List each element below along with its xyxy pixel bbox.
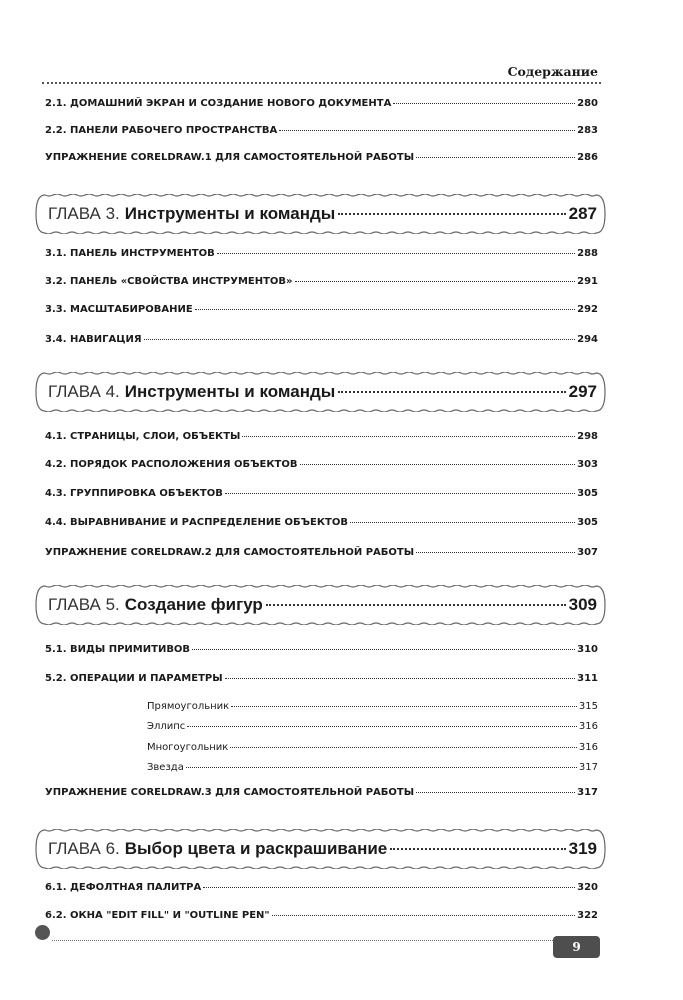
dot-leader xyxy=(300,464,576,465)
toc-entry-label: 3.2. ПАНЕЛЬ «СВОЙСТВА ИНСТРУМЕНТОВ» xyxy=(45,276,293,287)
toc-entry-page-number: 316 xyxy=(578,721,598,732)
dot-leader xyxy=(192,649,575,650)
toc-entry[interactable] xyxy=(45,488,598,499)
header-dotted-rule xyxy=(42,82,601,84)
toc-entry-page-number: 322 xyxy=(577,910,598,921)
toc-entry[interactable] xyxy=(45,304,598,315)
dot-leader xyxy=(416,552,575,553)
toc-entry[interactable] xyxy=(45,517,598,528)
toc-entry-page-number: 305 xyxy=(577,517,598,528)
chapter-row xyxy=(48,839,597,859)
dot-leader xyxy=(144,339,576,340)
toc-entry-page-number: 315 xyxy=(578,701,598,712)
toc-entry-page-number: 307 xyxy=(577,547,598,558)
chapter-number: ГЛАВА 5. xyxy=(48,595,120,614)
chapter-heading[interactable] xyxy=(35,194,606,234)
toc-entry-page-number: 317 xyxy=(578,762,598,773)
toc-entry-label: УПРАЖНЕНИЕ CORELDRAW.2 ДЛЯ САМОСТОЯТЕЛЬНОЙ РАБОТЫ xyxy=(45,547,415,558)
chapter-row xyxy=(48,382,597,402)
toc-entry-label: 3.1. ПАНЕЛЬ ИНСТРУМЕНТОВ xyxy=(45,248,215,259)
chapter-title: Создание фигур xyxy=(124,595,263,614)
dot-leader xyxy=(225,493,575,494)
toc-entry[interactable] xyxy=(45,152,598,163)
dot-leader xyxy=(416,157,575,158)
chapter-page-number: 297 xyxy=(568,382,597,401)
chapter-row xyxy=(48,204,597,224)
toc-entry-label: 2.1. ДОМАШНИЙ ЭКРАН И СОЗДАНИЕ НОВОГО ДОКУМЕНТА xyxy=(45,98,392,109)
toc-entry-label: УПРАЖНЕНИЕ CORELDRAW.3 ДЛЯ САМОСТОЯТЕЛЬНОЙ РАБОТЫ xyxy=(45,787,415,798)
dot-leader xyxy=(279,130,575,131)
toc-entry-label: 6.2. ОКНА "EDIT FILL" И "OUTLINE PEN" xyxy=(45,910,270,921)
dot-leader xyxy=(266,604,566,606)
toc-subentry[interactable] xyxy=(147,742,598,753)
dot-leader xyxy=(195,309,575,310)
toc-entry-label: 3.3. МАСШТАБИРОВАНИЕ xyxy=(45,304,193,315)
dot-leader xyxy=(186,767,577,768)
toc-entry-page-number: 298 xyxy=(577,431,598,442)
toc-entry[interactable] xyxy=(45,673,598,684)
toc-entry-page-number: 310 xyxy=(577,644,598,655)
toc-entry-page-number: 320 xyxy=(577,882,598,893)
toc-entry[interactable] xyxy=(45,334,598,345)
dot-leader xyxy=(230,747,577,748)
running-header-title: Содержание xyxy=(507,64,598,79)
toc-entry-label: 4.4. ВЫРАВНИВАНИЕ И РАСПРЕДЕЛЕНИЕ ОБЪЕКТОВ xyxy=(45,517,348,528)
toc-entry-page-number: 286 xyxy=(577,152,598,163)
toc-entry-page-number: 291 xyxy=(577,276,598,287)
toc-entry[interactable] xyxy=(45,644,598,655)
toc-entry-label: 4.2. ПОРЯДОК РАСПОЛОЖЕНИЯ ОБЪЕКТОВ xyxy=(45,459,298,470)
chapter-title: Инструменты и команды xyxy=(124,382,336,401)
toc-entry[interactable] xyxy=(45,276,598,287)
dot-leader xyxy=(390,848,565,850)
toc-subentry[interactable] xyxy=(147,701,598,712)
toc-entry[interactable] xyxy=(45,882,598,893)
toc-entry-page-number: 303 xyxy=(577,459,598,470)
toc-entry[interactable] xyxy=(45,248,598,259)
toc-entry-page-number: 305 xyxy=(577,488,598,499)
toc-entry-label: УПРАЖНЕНИЕ CORELDRAW.1 ДЛЯ САМОСТОЯТЕЛЬНОЙ РАБОТЫ xyxy=(45,152,415,163)
chapter-page-number: 319 xyxy=(568,839,597,858)
toc-entry-page-number: 294 xyxy=(577,334,598,345)
toc-entry-page-number: 317 xyxy=(577,787,598,798)
toc-entry-page-number: 292 xyxy=(577,304,598,315)
chapter-title: Выбор цвета и раскрашивание xyxy=(124,839,388,858)
toc-entry-page-number: 283 xyxy=(577,125,598,136)
dot-leader xyxy=(350,522,575,523)
toc-entry[interactable] xyxy=(45,431,598,442)
chapter-row xyxy=(48,595,597,615)
chapter-page-number: 287 xyxy=(568,204,597,223)
toc-entry-label: 3.4. НАВИГАЦИЯ xyxy=(45,334,142,345)
chapter-heading[interactable] xyxy=(35,829,606,869)
footer-dotted-rule xyxy=(52,940,553,941)
page-number-badge: 9 xyxy=(553,936,600,958)
dot-leader xyxy=(393,103,575,104)
dot-leader xyxy=(338,213,565,215)
toc-entry[interactable] xyxy=(45,787,598,798)
dot-leader xyxy=(225,678,576,679)
toc-entry-label: 5.1. ВИДЫ ПРИМИТИВОВ xyxy=(45,644,191,655)
dot-leader xyxy=(338,391,565,393)
toc-entry[interactable] xyxy=(45,459,598,470)
toc-entry-label: 5.2. ОПЕРАЦИИ И ПАРАМЕТРЫ xyxy=(45,673,223,684)
toc-entry-label: Прямоугольник xyxy=(147,701,230,712)
toc-entry-label: Эллипс xyxy=(147,721,186,732)
chapter-title: Инструменты и команды xyxy=(124,204,336,223)
toc-entry-label: Многоугольник xyxy=(147,742,229,753)
toc-entry-page-number: 280 xyxy=(577,98,598,109)
toc-entry[interactable] xyxy=(45,547,598,558)
toc-entry[interactable] xyxy=(45,125,598,136)
dot-leader xyxy=(231,706,577,707)
dot-leader xyxy=(295,281,576,282)
toc-entry-page-number: 316 xyxy=(578,742,598,753)
footer-bullet-dot xyxy=(35,925,50,940)
chapter-heading[interactable] xyxy=(35,585,606,625)
toc-entry-label: 4.1. СТРАНИЦЫ, СЛОИ, ОБЪЕКТЫ xyxy=(45,431,241,442)
toc-entry[interactable] xyxy=(45,98,598,109)
toc-entry-page-number: 311 xyxy=(577,673,598,684)
dot-leader xyxy=(416,792,575,793)
toc-entry-label: 4.3. ГРУППИРОВКА ОБЪЕКТОВ xyxy=(45,488,223,499)
toc-subentry[interactable] xyxy=(147,762,598,773)
dot-leader xyxy=(187,726,577,727)
toc-entry[interactable] xyxy=(45,910,598,921)
toc-entry-page-number: 288 xyxy=(577,248,598,259)
dot-leader xyxy=(272,915,575,916)
chapter-heading[interactable] xyxy=(35,372,606,412)
chapter-number: ГЛАВА 4. xyxy=(48,382,120,401)
dot-leader xyxy=(203,887,575,888)
dot-leader xyxy=(217,253,575,254)
dot-leader xyxy=(242,436,575,437)
toc-entry-label: 6.1. ДЕФОЛТНАЯ ПАЛИТРА xyxy=(45,882,202,893)
toc-entry-label: 2.2. ПАНЕЛИ РАБОЧЕГО ПРОСТРАНСТВА xyxy=(45,125,278,136)
chapter-number: ГЛАВА 3. xyxy=(48,204,120,223)
chapter-page-number: 309 xyxy=(568,595,597,614)
toc-subentry[interactable] xyxy=(147,721,598,732)
chapter-number: ГЛАВА 6. xyxy=(48,839,120,858)
toc-entry-label: Звезда xyxy=(147,762,184,773)
